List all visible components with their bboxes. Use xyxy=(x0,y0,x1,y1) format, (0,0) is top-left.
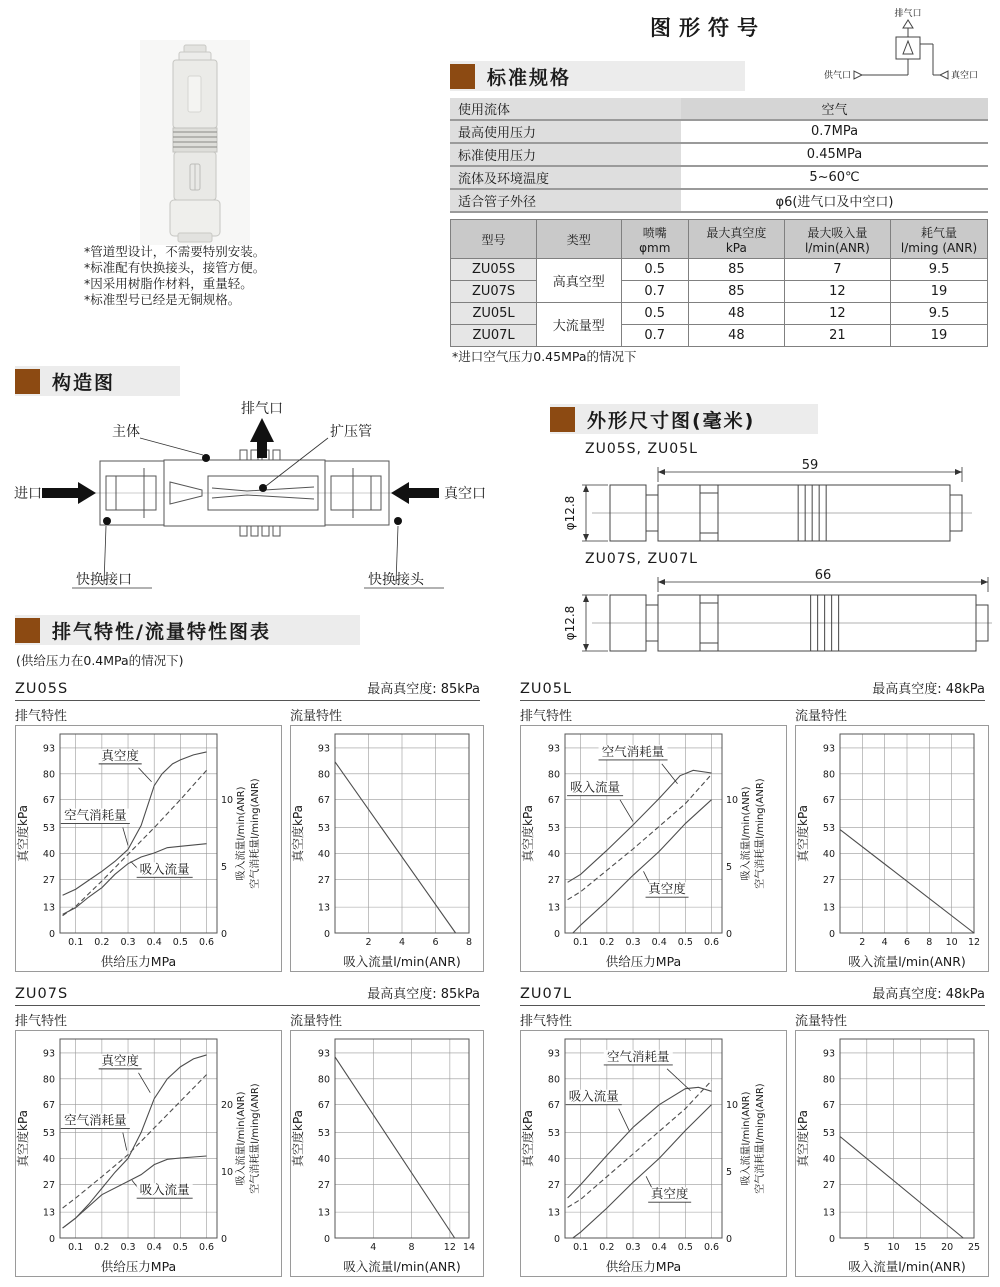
svg-text:空气消耗量l/ming(ANR): 空气消耗量l/ming(ANR) xyxy=(250,1083,261,1194)
svg-text:13: 13 xyxy=(547,902,560,914)
dimension-length-value: 59 xyxy=(801,458,819,473)
spec-row xyxy=(450,189,988,212)
svg-text:8: 8 xyxy=(465,937,473,948)
panel-title-flow: 流量特性 xyxy=(795,709,848,724)
svg-text:供给压力MPa: 供给压力MPa xyxy=(100,954,177,969)
model-table-cell: ZU05L xyxy=(451,303,537,325)
series-left xyxy=(573,800,712,933)
svg-text:13: 13 xyxy=(42,1207,55,1219)
svg-text:0: 0 xyxy=(828,1234,835,1245)
panel-title-exhaust: 排气特性 xyxy=(520,709,573,724)
svg-text:真空度kPa: 真空度kPa xyxy=(521,1109,535,1168)
max-vacuum-label: 最高真空度: 85kPa xyxy=(367,682,480,697)
chart xyxy=(521,1039,766,1274)
svg-text:0.2: 0.2 xyxy=(94,937,110,948)
svg-text:40: 40 xyxy=(822,848,835,860)
chart-model-label: ZU05S xyxy=(15,681,69,697)
svg-text:真空度kPa: 真空度kPa xyxy=(16,1109,30,1168)
svg-text:93: 93 xyxy=(42,1048,55,1060)
model-table-cell: 0.7 xyxy=(621,325,688,347)
svg-text:0.1: 0.1 xyxy=(573,937,589,948)
svg-text:吸入流量l/min(ANR): 吸入流量l/min(ANR) xyxy=(343,954,461,969)
curve-label: 空气消耗量 xyxy=(601,743,665,759)
chart-group-header xyxy=(520,678,985,701)
svg-text:4: 4 xyxy=(370,1242,377,1253)
section-title: 排气特性/流量特性图表 xyxy=(52,620,271,643)
svg-text:67: 67 xyxy=(42,795,55,807)
model-table-cell: 21 xyxy=(784,325,890,347)
svg-text:0.1: 0.1 xyxy=(68,1242,84,1253)
svg-text:0.5: 0.5 xyxy=(172,937,188,948)
model-table-row xyxy=(451,259,988,281)
svg-text:0: 0 xyxy=(553,1234,560,1245)
svg-text:空气消耗量l/ming(ANR): 空气消耗量l/ming(ANR) xyxy=(755,1083,766,1194)
svg-text:5: 5 xyxy=(726,861,733,873)
model-table-cell: 48 xyxy=(688,303,784,325)
svg-text:27: 27 xyxy=(822,1179,835,1191)
chart-group-zu07l xyxy=(520,983,985,1278)
svg-text:5: 5 xyxy=(726,1166,733,1178)
chart-model-label: ZU07L xyxy=(520,986,573,1002)
construction-diffuser-label: 扩压管 xyxy=(330,424,372,440)
svg-text:6: 6 xyxy=(432,937,439,948)
svg-text:0: 0 xyxy=(323,1234,330,1245)
model-table-header: 类型 xyxy=(537,220,621,259)
construction-exhaust-label: 排气口 xyxy=(241,401,283,417)
section-title: 标准规格 xyxy=(487,66,572,89)
spec-row xyxy=(450,120,988,143)
svg-text:20: 20 xyxy=(941,1242,954,1253)
model-table-header: 型号 xyxy=(451,220,537,259)
section-header-specs xyxy=(450,61,745,91)
svg-text:0: 0 xyxy=(48,929,55,940)
svg-text:0.5: 0.5 xyxy=(172,1242,188,1253)
svg-text:0: 0 xyxy=(828,929,835,940)
model-table-cell: 12 xyxy=(784,303,890,325)
curve-label: 吸入流量 xyxy=(139,861,190,877)
svg-text:10: 10 xyxy=(887,1242,900,1253)
model-table-cell: 19 xyxy=(891,281,988,303)
dimension-diameter-value: φ12.8 xyxy=(563,495,577,531)
section-title: 外形尺寸图(毫米) xyxy=(587,409,756,432)
curve-label: 空气消耗量 xyxy=(607,1048,670,1064)
dimension-models-label: ZU07S, ZU07L xyxy=(585,551,698,567)
svg-text:0.4: 0.4 xyxy=(146,937,162,948)
spec-label: 流体及环境温度 xyxy=(450,166,681,189)
svg-text:供给压力MPa: 供给压力MPa xyxy=(100,1259,177,1274)
chart xyxy=(16,1039,261,1274)
model-table-cell: 大流量型 xyxy=(537,303,621,347)
svg-text:53: 53 xyxy=(547,1128,560,1140)
svg-text:0.1: 0.1 xyxy=(68,937,84,948)
spec-label: 标准使用压力 xyxy=(450,143,681,166)
chart-group-header xyxy=(15,983,480,1006)
svg-text:80: 80 xyxy=(547,1074,560,1086)
chart-model-label: ZU07S xyxy=(15,986,69,1002)
curve-label: 真空度 xyxy=(101,747,139,763)
section-header-dimensions xyxy=(550,404,818,434)
svg-text:10: 10 xyxy=(726,1100,739,1112)
svg-text:53: 53 xyxy=(317,1128,330,1140)
svg-text:吸入流量l/min(ANR): 吸入流量l/min(ANR) xyxy=(741,1091,752,1186)
svg-text:93: 93 xyxy=(822,743,835,755)
construction-vacuum-label: 真空口 xyxy=(444,486,486,502)
svg-text:0.6: 0.6 xyxy=(703,1242,720,1253)
spec-value: 0.7MPa xyxy=(681,120,988,143)
section-accent-square xyxy=(15,369,40,394)
curve-label: 吸入流量 xyxy=(139,1182,190,1198)
construction-body-label: 主体 xyxy=(112,424,140,440)
panel-title-exhaust: 排气特性 xyxy=(15,1014,68,1029)
chart xyxy=(796,1039,980,1274)
svg-text:0: 0 xyxy=(221,1234,228,1245)
svg-text:27: 27 xyxy=(822,874,835,886)
curve-label: 真空度 xyxy=(650,1186,689,1202)
svg-text:80: 80 xyxy=(317,1074,330,1086)
svg-text:67: 67 xyxy=(42,1100,55,1112)
feature-list xyxy=(84,244,265,308)
curve-label: 真空度 xyxy=(101,1052,139,1068)
model-table-cell: ZU05S xyxy=(451,259,537,281)
chart-group-header xyxy=(15,678,480,701)
svg-text:10: 10 xyxy=(726,795,739,807)
svg-text:0: 0 xyxy=(726,929,733,940)
model-table-cell: ZU07L xyxy=(451,325,537,347)
feature-item: *因采用树脂作材料，重量轻。 xyxy=(84,276,253,291)
series-left xyxy=(840,1137,963,1238)
svg-text:真空度kPa: 真空度kPa xyxy=(16,804,30,863)
svg-text:10: 10 xyxy=(221,1166,234,1178)
feature-item: *标准配有快换接头，接管方便。 xyxy=(84,260,266,275)
dimension-drawing-zu05 xyxy=(552,458,992,553)
model-table-cell: 85 xyxy=(688,281,784,303)
section-accent-square xyxy=(15,618,40,643)
svg-text:8: 8 xyxy=(408,1242,415,1253)
svg-text:2: 2 xyxy=(859,937,866,948)
svg-text:0.3: 0.3 xyxy=(120,937,136,948)
model-table-row xyxy=(451,325,988,347)
svg-text:吸入流量l/min(ANR): 吸入流量l/min(ANR) xyxy=(236,786,247,881)
svg-text:27: 27 xyxy=(42,1179,55,1191)
series-left xyxy=(335,1057,455,1238)
construction-quick-fitting-label: 快换接头 xyxy=(368,572,424,588)
svg-text:27: 27 xyxy=(317,874,330,886)
svg-text:0.3: 0.3 xyxy=(625,937,641,948)
construction-diagram xyxy=(12,398,490,613)
symbol-exhaust-label: 排气口 xyxy=(894,9,922,19)
chart-model-label: ZU05L xyxy=(520,681,573,697)
spec-value: 5~60℃ xyxy=(681,166,988,189)
svg-text:27: 27 xyxy=(547,1179,560,1191)
svg-text:0: 0 xyxy=(221,929,228,940)
model-table xyxy=(450,219,988,347)
svg-text:40: 40 xyxy=(42,1153,55,1165)
model-table-cell: 0.5 xyxy=(621,303,688,325)
svg-text:27: 27 xyxy=(547,874,560,886)
svg-text:93: 93 xyxy=(547,1048,560,1060)
symbol-vacuum-label: 真空口 xyxy=(951,71,979,81)
svg-text:80: 80 xyxy=(42,1074,55,1086)
svg-text:10: 10 xyxy=(221,795,234,807)
svg-text:8: 8 xyxy=(926,937,933,948)
curve-label: 吸入流量 xyxy=(568,1088,619,1104)
flow-chart xyxy=(290,1030,484,1277)
svg-text:93: 93 xyxy=(547,743,560,755)
svg-text:6: 6 xyxy=(903,937,911,948)
series-right xyxy=(63,770,207,915)
model-table-cell: 0.5 xyxy=(621,259,688,281)
svg-text:27: 27 xyxy=(42,874,55,886)
section-title: 构造图 xyxy=(52,371,116,394)
model-table-cell: 85 xyxy=(688,259,784,281)
model-table-cell: 19 xyxy=(891,325,988,347)
spec-value: 空气 xyxy=(681,97,988,120)
svg-text:真空度kPa: 真空度kPa xyxy=(291,804,305,863)
flow-chart xyxy=(290,725,484,972)
chart-group-header xyxy=(520,983,985,1006)
svg-text:0.6: 0.6 xyxy=(198,1242,215,1253)
svg-text:40: 40 xyxy=(822,1153,835,1165)
svg-text:0.3: 0.3 xyxy=(625,1242,641,1253)
svg-text:13: 13 xyxy=(317,902,330,914)
model-table-cell: 0.7 xyxy=(621,281,688,303)
svg-text:0.2: 0.2 xyxy=(94,1242,110,1253)
svg-text:67: 67 xyxy=(822,1100,835,1112)
svg-text:80: 80 xyxy=(822,1074,835,1086)
svg-text:25: 25 xyxy=(967,1242,981,1253)
svg-text:93: 93 xyxy=(317,1048,330,1060)
model-table-cell: 高真空型 xyxy=(537,259,621,303)
spec-row xyxy=(450,166,988,189)
spec-value: 0.45MPa xyxy=(681,143,988,166)
model-table-row xyxy=(451,303,988,325)
svg-text:20: 20 xyxy=(221,1100,234,1112)
svg-text:吸入流量l/min(ANR): 吸入流量l/min(ANR) xyxy=(848,954,966,969)
pneumatic-symbol xyxy=(818,6,996,94)
svg-text:93: 93 xyxy=(42,743,55,755)
panel-title-flow: 流量特性 xyxy=(290,1014,343,1029)
svg-text:13: 13 xyxy=(317,1207,330,1219)
svg-text:53: 53 xyxy=(822,823,835,835)
svg-text:12: 12 xyxy=(967,937,981,948)
model-table-cell: 12 xyxy=(784,281,890,303)
svg-text:40: 40 xyxy=(547,848,560,860)
chart xyxy=(291,1039,475,1274)
spec-row xyxy=(450,143,988,166)
svg-text:12: 12 xyxy=(443,1242,456,1253)
section-header-charts xyxy=(15,615,360,645)
spec-row xyxy=(450,97,988,120)
model-table-cell: 9.5 xyxy=(891,259,988,281)
section-accent-square xyxy=(450,64,475,89)
svg-text:真空度kPa: 真空度kPa xyxy=(291,1109,305,1168)
model-table-header: 最大吸入量 l/min(ANR) xyxy=(784,220,890,259)
dimension-figure xyxy=(563,458,972,541)
chart xyxy=(521,734,766,969)
model-table-footnote: *进口空气压力0.45MPa的情况下 xyxy=(452,349,637,364)
exhaust-chart xyxy=(520,1030,787,1277)
svg-text:0.2: 0.2 xyxy=(599,1242,615,1253)
svg-text:真空度kPa: 真空度kPa xyxy=(521,804,535,863)
svg-text:真空度kPa: 真空度kPa xyxy=(796,1109,810,1168)
dimension-diameter-value: φ12.8 xyxy=(563,605,577,641)
svg-text:67: 67 xyxy=(317,795,330,807)
max-vacuum-label: 最高真空度: 48kPa xyxy=(872,987,985,1002)
svg-text:吸入流量l/min(ANR): 吸入流量l/min(ANR) xyxy=(741,786,752,881)
dimension-drawing-zu07 xyxy=(552,568,992,663)
svg-text:0.1: 0.1 xyxy=(573,1242,589,1253)
panel-title-exhaust: 排气特性 xyxy=(15,709,68,724)
svg-text:53: 53 xyxy=(42,1128,55,1140)
svg-text:0.4: 0.4 xyxy=(651,1242,667,1253)
curve-label: 空气消耗量 xyxy=(64,1112,127,1128)
svg-text:0: 0 xyxy=(553,929,560,940)
curve-label: 空气消耗量 xyxy=(64,807,127,823)
svg-text:供给压力MPa: 供给压力MPa xyxy=(605,954,682,969)
svg-text:53: 53 xyxy=(822,1128,835,1140)
svg-text:供给压力MPa: 供给压力MPa xyxy=(605,1259,682,1274)
svg-text:真空度kPa: 真空度kPa xyxy=(796,804,810,863)
svg-text:0.3: 0.3 xyxy=(120,1242,136,1253)
spec-table xyxy=(450,96,988,213)
model-table-cell: ZU07S xyxy=(451,281,537,303)
dimension-models-label: ZU05S, ZU05L xyxy=(585,441,698,457)
max-vacuum-label: 最高真空度: 48kPa xyxy=(872,682,985,697)
panel-title-exhaust: 排气特性 xyxy=(520,1014,573,1029)
curve-label: 吸入流量 xyxy=(570,779,621,795)
dimension-figure xyxy=(563,568,992,651)
section-accent-square xyxy=(550,407,575,432)
svg-text:4: 4 xyxy=(398,937,406,948)
svg-text:10: 10 xyxy=(945,937,958,948)
svg-text:53: 53 xyxy=(317,823,330,835)
svg-text:67: 67 xyxy=(317,1100,330,1112)
svg-text:13: 13 xyxy=(547,1207,560,1219)
svg-text:2: 2 xyxy=(365,937,372,948)
product-photo xyxy=(140,40,250,245)
max-vacuum-label: 最高真空度: 85kPa xyxy=(367,987,480,1002)
svg-text:67: 67 xyxy=(547,1100,560,1112)
construction-quick-port-label: 快换接口 xyxy=(76,572,132,588)
dimension-length-value: 66 xyxy=(814,568,832,583)
svg-text:吸入流量l/min(ANR): 吸入流量l/min(ANR) xyxy=(236,1091,247,1186)
svg-text:吸入流量l/min(ANR): 吸入流量l/min(ANR) xyxy=(343,1259,461,1274)
chart-group-zu05s xyxy=(15,678,480,973)
svg-text:80: 80 xyxy=(822,769,835,781)
svg-text:5: 5 xyxy=(863,1242,870,1253)
panel-title-flow: 流量特性 xyxy=(290,709,343,724)
model-table-header: 最大真空度 kPa xyxy=(688,220,784,259)
svg-text:27: 27 xyxy=(317,1179,330,1191)
construction-inlet-label: 进口 xyxy=(14,486,42,502)
feature-item: *管道型设计，不需要特别安装。 xyxy=(84,244,266,259)
spec-label: 使用流体 xyxy=(450,97,681,120)
spec-value: φ6(进气口及中空口) xyxy=(681,189,988,212)
svg-text:13: 13 xyxy=(822,902,835,914)
flow-chart xyxy=(795,725,989,972)
model-table-cell: 48 xyxy=(688,325,784,347)
svg-text:40: 40 xyxy=(317,1153,330,1165)
panel-title-flow: 流量特性 xyxy=(795,1014,848,1029)
svg-text:53: 53 xyxy=(547,823,560,835)
exhaust-chart xyxy=(15,725,282,972)
svg-text:吸入流量l/min(ANR): 吸入流量l/min(ANR) xyxy=(848,1259,966,1274)
svg-text:13: 13 xyxy=(42,902,55,914)
svg-text:80: 80 xyxy=(42,769,55,781)
chart-group-zu05l xyxy=(520,678,985,973)
charts-condition-note: (供给压力在0.4MPa的情况下) xyxy=(16,653,184,668)
svg-text:67: 67 xyxy=(822,795,835,807)
model-table-cell: 9.5 xyxy=(891,303,988,325)
svg-text:40: 40 xyxy=(42,848,55,860)
chart xyxy=(16,734,261,969)
svg-text:0.2: 0.2 xyxy=(599,937,615,948)
chart xyxy=(291,734,472,969)
svg-text:0.5: 0.5 xyxy=(677,1242,693,1253)
exhaust-chart xyxy=(520,725,787,972)
svg-text:0.6: 0.6 xyxy=(198,937,215,948)
curve-label: 真空度 xyxy=(648,881,686,897)
graphic-symbol-title: 图形符号 xyxy=(650,16,766,40)
svg-text:93: 93 xyxy=(317,743,330,755)
model-table-header: 耗气量 l/ming (ANR) xyxy=(891,220,988,259)
svg-text:67: 67 xyxy=(547,795,560,807)
spec-label: 适合管子外径 xyxy=(450,189,681,212)
svg-text:0.4: 0.4 xyxy=(146,1242,162,1253)
chart-group-zu07s xyxy=(15,983,480,1278)
svg-text:40: 40 xyxy=(317,848,330,860)
feature-item: *标准型号已经是无铜规格。 xyxy=(84,292,241,307)
svg-text:14: 14 xyxy=(462,1242,476,1253)
svg-text:0: 0 xyxy=(48,1234,55,1245)
svg-text:0.6: 0.6 xyxy=(703,937,720,948)
svg-text:0.5: 0.5 xyxy=(677,937,693,948)
section-header-construction xyxy=(15,366,180,396)
svg-text:15: 15 xyxy=(914,1242,927,1253)
svg-text:80: 80 xyxy=(547,769,560,781)
svg-text:0: 0 xyxy=(323,929,330,940)
series-left xyxy=(573,1105,712,1238)
symbol-supply-label: 供气口 xyxy=(823,71,851,81)
svg-text:40: 40 xyxy=(547,1153,560,1165)
series-left xyxy=(63,1052,207,1228)
svg-text:0: 0 xyxy=(726,1234,733,1245)
svg-text:4: 4 xyxy=(881,937,888,948)
spec-label: 最高使用压力 xyxy=(450,120,681,143)
svg-text:5: 5 xyxy=(221,861,228,873)
model-table-header: 喷嘴 φmm xyxy=(621,220,688,259)
svg-text:80: 80 xyxy=(317,769,330,781)
flow-chart xyxy=(795,1030,989,1277)
svg-text:空气消耗量l/ming(ANR): 空气消耗量l/ming(ANR) xyxy=(755,778,766,889)
svg-text:0.4: 0.4 xyxy=(651,937,667,948)
model-table-row xyxy=(451,281,988,303)
model-table-cell: 7 xyxy=(784,259,890,281)
svg-text:53: 53 xyxy=(42,823,55,835)
svg-text:93: 93 xyxy=(822,1048,835,1060)
svg-text:空气消耗量l/ming(ANR): 空气消耗量l/ming(ANR) xyxy=(250,778,261,889)
exhaust-chart xyxy=(15,1030,282,1277)
svg-text:13: 13 xyxy=(822,1207,835,1219)
chart xyxy=(796,734,980,969)
